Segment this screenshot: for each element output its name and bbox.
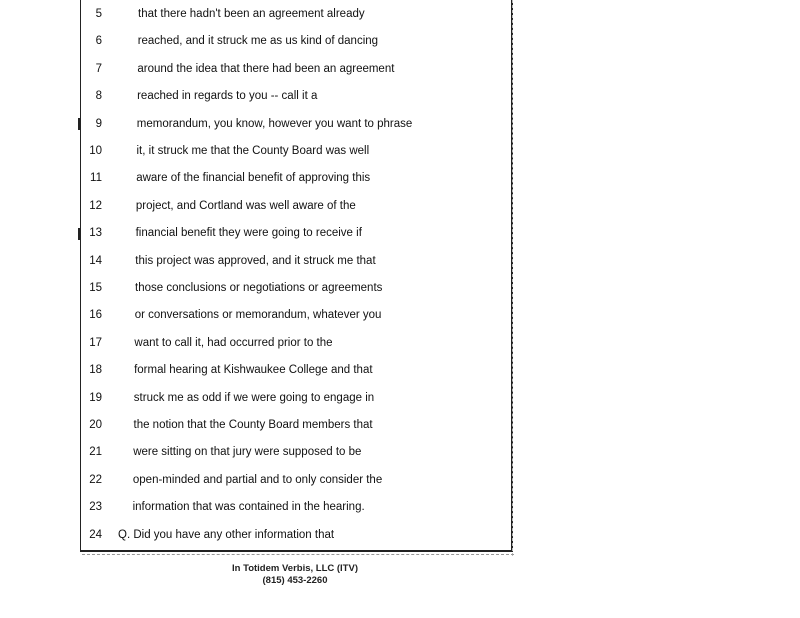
footer-phone: (815) 453-2260 (262, 575, 328, 586)
line-text: open-minded and partial and to only consider the (132, 473, 383, 486)
line-number: 7 (95, 62, 102, 75)
transcript-line (80, 527, 510, 543)
line-text: it, it struck me that the County Board was well (136, 145, 370, 157)
line-text: reached in regards to you -- call it a (137, 90, 318, 103)
line-number: 6 (95, 35, 102, 48)
transcript-line (80, 444, 510, 460)
line-text: financial benefit they were going to receive if (135, 227, 362, 240)
line-number: 8 (95, 90, 102, 103)
line-text: this project was approved, and it struck me that (135, 254, 376, 267)
line-text: information that was contained in the hearing. (132, 501, 365, 514)
transcript-line (80, 362, 510, 378)
line-number: 13 (89, 227, 102, 240)
line-text: want to call it, had occurred prior to the (134, 336, 333, 349)
line-text: or conversations or memorandum, whatever you (134, 309, 382, 322)
line-number: 14 (89, 254, 102, 267)
transcript-line (80, 280, 510, 296)
line-text: the notion that the County Board members that (133, 419, 373, 431)
transcript-line (80, 225, 510, 241)
line-number: 15 (89, 282, 102, 294)
transcript-line (80, 88, 510, 104)
transcript-line (80, 143, 510, 159)
transcript-line (80, 198, 510, 214)
line-text: those conclusions or negotiations or agreements (135, 282, 383, 294)
transcript-line (80, 307, 510, 323)
line-text: that there hadn't been an agreement already (138, 8, 365, 20)
line-number: 10 (89, 145, 102, 157)
line-text: Q. Did you have any other information that (118, 528, 335, 541)
line-number: 23 (89, 501, 102, 514)
transcript-line (80, 253, 510, 269)
line-number: 20 (89, 419, 102, 431)
line-number: 9 (95, 117, 102, 130)
line-number: 16 (89, 309, 102, 322)
line-text: struck me as odd if we were going to engage in (133, 391, 375, 404)
line-text: around the idea that there had been an agreement (137, 62, 395, 75)
line-number: 22 (89, 473, 102, 486)
line-text: formal hearing at Kishwaukee College and that (134, 364, 373, 377)
line-text: memorandum, you know, however you want to phrase (136, 117, 413, 130)
page-edge-shadow (512, 0, 517, 556)
line-number: 12 (89, 199, 102, 212)
line-text: aware of the financial benefit of approving this (136, 172, 371, 185)
line-number: 17 (89, 336, 102, 349)
transcript-line (80, 33, 510, 49)
transcript-line (80, 335, 510, 351)
line-text: reached, and it struck me as us kind of dancing (137, 35, 379, 48)
line-number: 19 (89, 391, 102, 404)
transcript-line (80, 6, 510, 22)
line-number: 18 (89, 364, 102, 377)
transcript-line (80, 472, 510, 488)
transcript-line (80, 499, 510, 515)
line-number: 11 (90, 172, 102, 185)
transcript-line (80, 170, 510, 186)
line-number: 5 (95, 8, 102, 20)
line-text: project, and Cortland was well aware of the (135, 199, 356, 212)
transcript-line (80, 116, 510, 132)
transcript-line (80, 390, 510, 406)
line-text: were sitting on that jury were supposed to be (133, 446, 362, 459)
transcript-line (80, 61, 510, 77)
line-number: 21 (89, 446, 102, 459)
page-bottom-shadow (82, 551, 514, 555)
line-number: 24 (89, 528, 102, 541)
footer-company: In Totidem Verbis, LLC (ITV) (232, 563, 358, 574)
transcript-page (80, 0, 513, 552)
transcript-line (80, 417, 510, 433)
